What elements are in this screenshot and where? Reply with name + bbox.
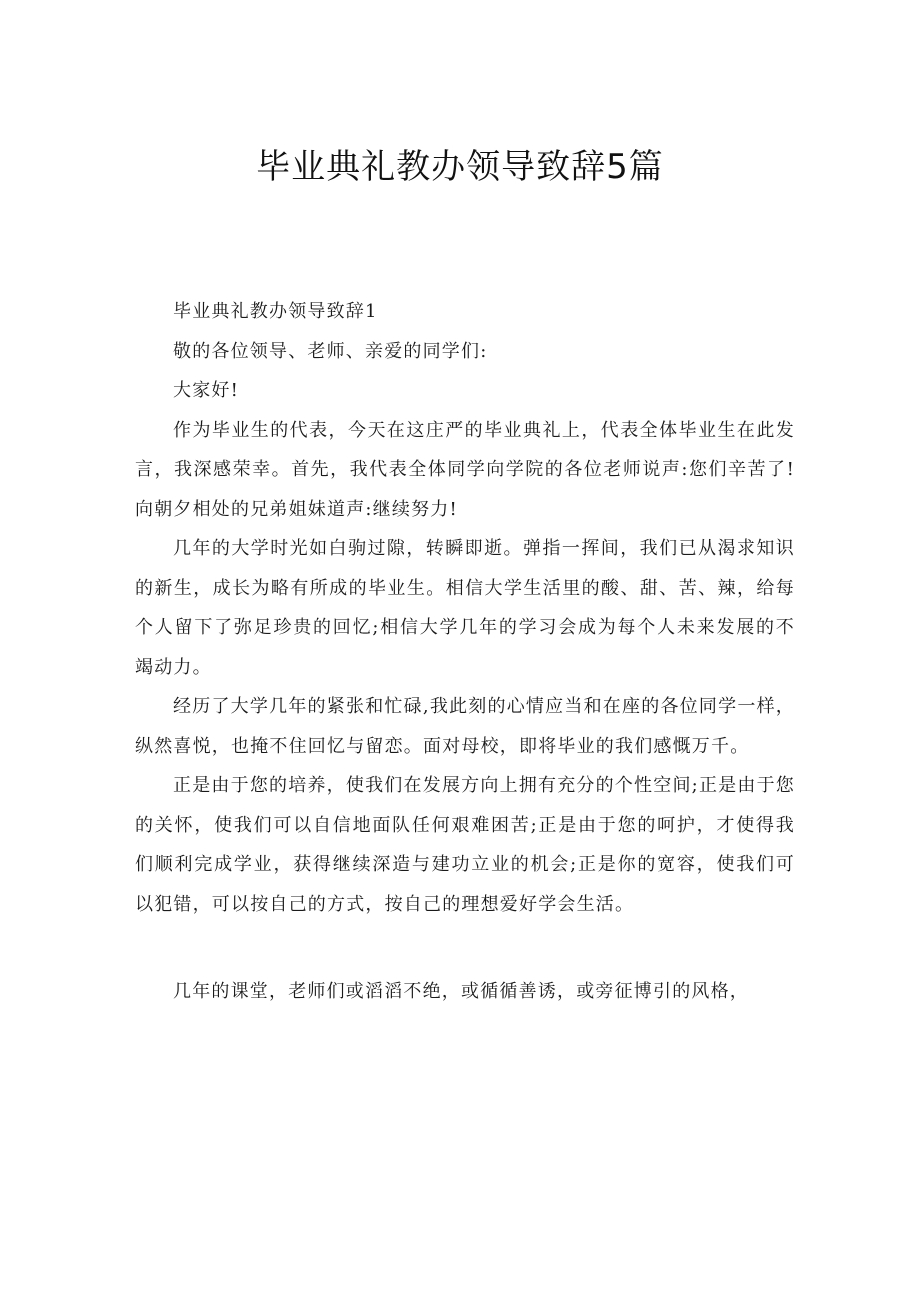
document-body [135,292,795,1012]
body-paragraph: 经历了大学几年的紧张和忙碌,我此刻的心情应当和在座的各位同学一样，纵然喜悦，也掩不住回忆与留恋。面对母校，即将毕业的我们感慨万千。 [135,696,795,757]
document-title: 毕业典礼教办领导致辞5篇 [256,147,664,187]
section-heading: 毕业典礼教办领导致辞1 [173,301,378,322]
body-paragraph: 作为毕业生的代表，今天在这庄严的毕业典礼上，代表全体毕业生在此发言，我深感荣幸。首先，我代表全体同学向学院的各位老师说声:您们辛苦了!向朝夕相处的兄弟姐妹道声:继续努力! [135,419,795,520]
salutation: 敬的各位领导、老师、亲爱的同学们: [173,340,488,362]
greeting: 大家好! [173,380,240,401]
body-paragraph: 几年的课堂，老师们或滔滔不绝，或循循善诱，或旁征博引的风格， [173,981,749,1002]
body-paragraph: 正是由于您的培养，使我们在发展方向上拥有充分的个性空间;正是由于您的关怀，使我们可以自信地面队任何艰难困苦;正是由于您的呵护，才使得我们顺利完成学业，获得继续深造与建功立业的机会;正是你的宽容，使我们可以犯错，可以按自己的方式，按自己的理想爱好学会生活。 [135,775,795,915]
body-paragraph: 几年的大学时光如白驹过隙，转瞬即逝。弹指一挥间，我们已从渴求知识的新生，成长为略有所成的毕业生。相信大学生活里的酸、甜、苦、辣，给每个人留下了弥足珍贵的回忆;相信大学几年的学习会成为每个人未来发展的不竭动力。 [135,538,795,678]
